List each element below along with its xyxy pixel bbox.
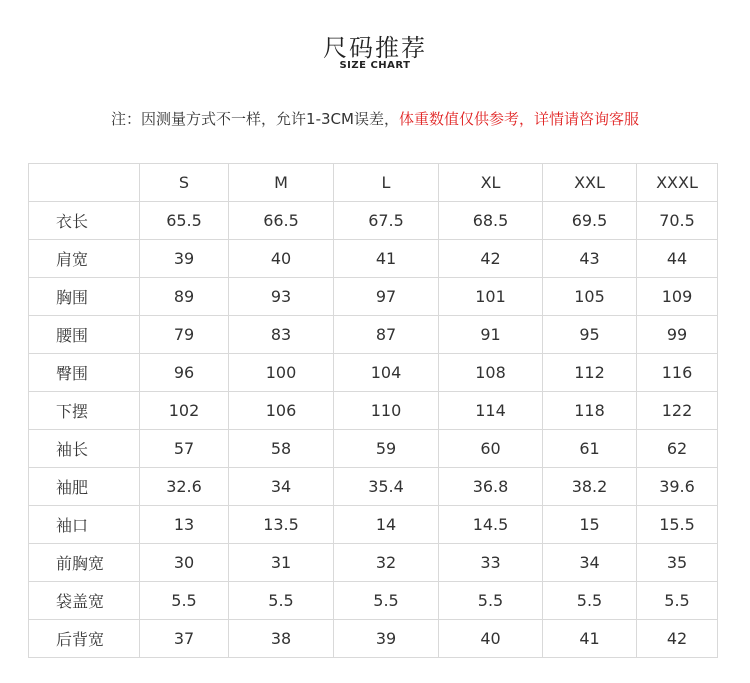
measurement-value-cell: 34: [229, 468, 334, 506]
measurement-value-cell: 40: [439, 620, 543, 658]
measurement-value-cell: 5.5: [543, 582, 637, 620]
measurement-value-cell: 5.5: [439, 582, 543, 620]
measurement-value-cell: 122: [637, 392, 718, 430]
table-header-row: [29, 164, 718, 202]
measurement-value-cell: 14.5: [439, 506, 543, 544]
size-header-cell: L: [334, 164, 439, 202]
measurement-value-cell: 39: [334, 620, 439, 658]
measurement-value-cell: 100: [229, 354, 334, 392]
measurement-value-cell: 42: [637, 620, 718, 658]
measurement-value-cell: 96: [140, 354, 229, 392]
measurement-value-cell: 38.2: [543, 468, 637, 506]
measurement-label-cell: 袋盖宽: [29, 582, 140, 620]
measurement-value-cell: 110: [334, 392, 439, 430]
measurement-value-cell: 69.5: [543, 202, 637, 240]
measurement-value-cell: 79: [140, 316, 229, 354]
table-row: [29, 354, 718, 392]
measurement-value-cell: 97: [334, 278, 439, 316]
measurement-label-cell: 衣长: [29, 202, 140, 240]
size-header-cell: S: [140, 164, 229, 202]
measurement-value-cell: 15: [543, 506, 637, 544]
measurement-value-cell: 36.8: [439, 468, 543, 506]
measurement-value-cell: 35: [637, 544, 718, 582]
measurement-value-cell: 57: [140, 430, 229, 468]
measurement-value-cell: 118: [543, 392, 637, 430]
table-row: [29, 468, 718, 506]
measurement-value-cell: 83: [229, 316, 334, 354]
measurement-value-cell: 40: [229, 240, 334, 278]
measurement-value-cell: 58: [229, 430, 334, 468]
measurement-value-cell: 89: [140, 278, 229, 316]
measurement-value-cell: 31: [229, 544, 334, 582]
measurement-value-cell: 108: [439, 354, 543, 392]
measurement-value-cell: 41: [334, 240, 439, 278]
measurement-value-cell: 43: [543, 240, 637, 278]
measurement-label-cell: 肩宽: [29, 240, 140, 278]
table-row: [29, 316, 718, 354]
measurement-value-cell: 5.5: [229, 582, 334, 620]
table-row: [29, 202, 718, 240]
measurement-value-cell: 70.5: [637, 202, 718, 240]
measurement-value-cell: 68.5: [439, 202, 543, 240]
measurement-label-cell: 腰围: [29, 316, 140, 354]
measurement-label-cell: 臀围: [29, 354, 140, 392]
measurement-value-cell: 105: [543, 278, 637, 316]
measurement-value-cell: 13.5: [229, 506, 334, 544]
table-row: [29, 392, 718, 430]
measurement-value-cell: 34: [543, 544, 637, 582]
measurement-label-cell: 下摆: [29, 392, 140, 430]
measurement-value-cell: 33: [439, 544, 543, 582]
size-chart-table: [28, 163, 718, 658]
measurement-value-cell: 60: [439, 430, 543, 468]
measurement-value-cell: 87: [334, 316, 439, 354]
measurement-value-cell: 112: [543, 354, 637, 392]
measurement-value-cell: 116: [637, 354, 718, 392]
measurement-label-cell: 袖长: [29, 430, 140, 468]
size-header-cell: XXXL: [637, 164, 718, 202]
measurement-value-cell: 39: [140, 240, 229, 278]
measurement-value-cell: 41: [543, 620, 637, 658]
measurement-value-cell: 104: [334, 354, 439, 392]
measurement-value-cell: 15.5: [637, 506, 718, 544]
measurement-value-cell: 114: [439, 392, 543, 430]
measurement-value-cell: 5.5: [637, 582, 718, 620]
measurement-value-cell: 93: [229, 278, 334, 316]
measurement-value-cell: 62: [637, 430, 718, 468]
measurement-value-cell: 37: [140, 620, 229, 658]
measurement-value-cell: 5.5: [140, 582, 229, 620]
page-subtitle: SIZE CHART: [339, 60, 411, 71]
measurement-value-cell: 65.5: [140, 202, 229, 240]
measurement-value-cell: 32: [334, 544, 439, 582]
measurement-label-cell: 前胸宽: [29, 544, 140, 582]
measurement-value-cell: 42: [439, 240, 543, 278]
measurement-value-cell: 95: [543, 316, 637, 354]
measurement-value-cell: 66.5: [229, 202, 334, 240]
measurement-value-cell: 32.6: [140, 468, 229, 506]
table-row: [29, 620, 718, 658]
measurement-label-cell: 袖口: [29, 506, 140, 544]
size-header-cell: XXL: [543, 164, 637, 202]
table-corner-cell: [29, 164, 140, 202]
measurement-value-cell: 13: [140, 506, 229, 544]
measurement-value-cell: 5.5: [334, 582, 439, 620]
note-text: 注：因测量方式不一样，允许1-3CM误差，: [111, 110, 399, 128]
measurement-label-cell: 后背宽: [29, 620, 140, 658]
size-table-body: [29, 164, 718, 658]
measurement-note: [0, 108, 750, 129]
measurement-label-cell: 袖肥: [29, 468, 140, 506]
measurement-value-cell: 14: [334, 506, 439, 544]
table-row: [29, 506, 718, 544]
table-row: [29, 430, 718, 468]
measurement-value-cell: 91: [439, 316, 543, 354]
measurement-value-cell: 61: [543, 430, 637, 468]
size-header-cell: XL: [439, 164, 543, 202]
table-row: [29, 240, 718, 278]
measurement-label-cell: 胸围: [29, 278, 140, 316]
measurement-value-cell: 99: [637, 316, 718, 354]
measurement-value-cell: 39.6: [637, 468, 718, 506]
measurement-value-cell: 109: [637, 278, 718, 316]
size-header-cell: M: [229, 164, 334, 202]
measurement-value-cell: 59: [334, 430, 439, 468]
table-row: [29, 582, 718, 620]
measurement-value-cell: 35.4: [334, 468, 439, 506]
measurement-value-cell: 106: [229, 392, 334, 430]
measurement-value-cell: 30: [140, 544, 229, 582]
note-warning-text: 体重数值仅供参考，详情请咨询客服: [398, 110, 639, 128]
measurement-value-cell: 38: [229, 620, 334, 658]
measurement-value-cell: 44: [637, 240, 718, 278]
measurement-value-cell: 67.5: [334, 202, 439, 240]
measurement-value-cell: 101: [439, 278, 543, 316]
page-title: 尺码推荐: [323, 34, 427, 62]
measurement-value-cell: 102: [140, 392, 229, 430]
table-row: [29, 278, 718, 316]
table-row: [29, 544, 718, 582]
